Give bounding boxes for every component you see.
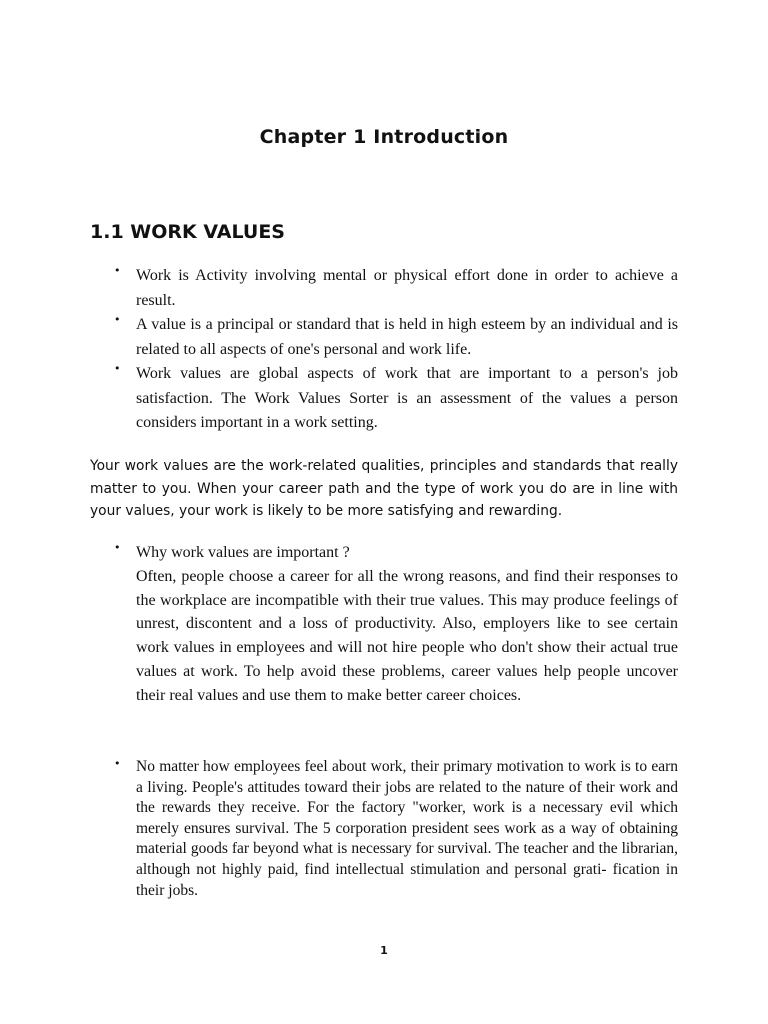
definitions-list [0, 264, 768, 436]
page-number: 1 [380, 944, 388, 957]
bullet-icon: • [114, 757, 121, 770]
bullet-icon: • [114, 541, 121, 554]
importance-body: Often, people choose a career for all the wrong reasons, and find their responses to the workplace are incompatible with their true values. This may produce feelings of unrest, discontent and a loss of productivity. Also, employers like to see certain work values in employees and will not hire people who don't show their actual true values at work. To help avoid these problems, career values help people uncover their real values and use them to make better career choices. [136, 567, 678, 704]
section-heading: 1.1 WORK VALUES [90, 221, 285, 243]
motivation-paragraph: No matter how employees feel about work, their primary motivation to work is to earn a living. People's attitudes toward their jobs are related to the nature of their work and the rewards they receive. For the factory "worker, work is a necessary evil which merely ensures survival. The 5 corporation president sees work as a way of obtaining material goods far beyond what is necessary for survival. The teacher and the librarian, although not highly paid, find intellectual stimulation and personal grati- fication in their jobs. [136, 758, 678, 899]
intro-paragraph: Your work values are the work-related qualities, principles and standards that really matter to you. When your career path and the type of work you do are in line with your values, your work is likely to be more satisfying and rewarding. [90, 458, 678, 519]
list-item [0, 757, 768, 901]
list-item [0, 362, 768, 436]
importance-block [136, 541, 678, 708]
definition-value: A value is a principal or standard that is held in high esteem by an individual and is related to all aspects of one's personal and work life. [136, 316, 678, 358]
list-item [0, 541, 768, 708]
motivation-list [0, 757, 768, 901]
list-item [0, 264, 768, 313]
definition-work-values: Work values are global aspects of work that are important to a person's job satisfaction. The Work Values Sorter is an assessment of the values a person considers important in a work setting. [136, 365, 678, 431]
bullet-icon: • [114, 264, 121, 277]
list-item [0, 313, 768, 362]
chapter-title: Chapter 1 Introduction [259, 126, 509, 148]
importance-list [0, 541, 768, 708]
bullet-icon: • [114, 313, 121, 326]
importance-heading: Why work values are important ? [136, 544, 350, 561]
definition-work: Work is Activity involving mental or physical effort done in order to achieve a result. [136, 267, 678, 309]
bullet-icon: • [114, 362, 121, 375]
